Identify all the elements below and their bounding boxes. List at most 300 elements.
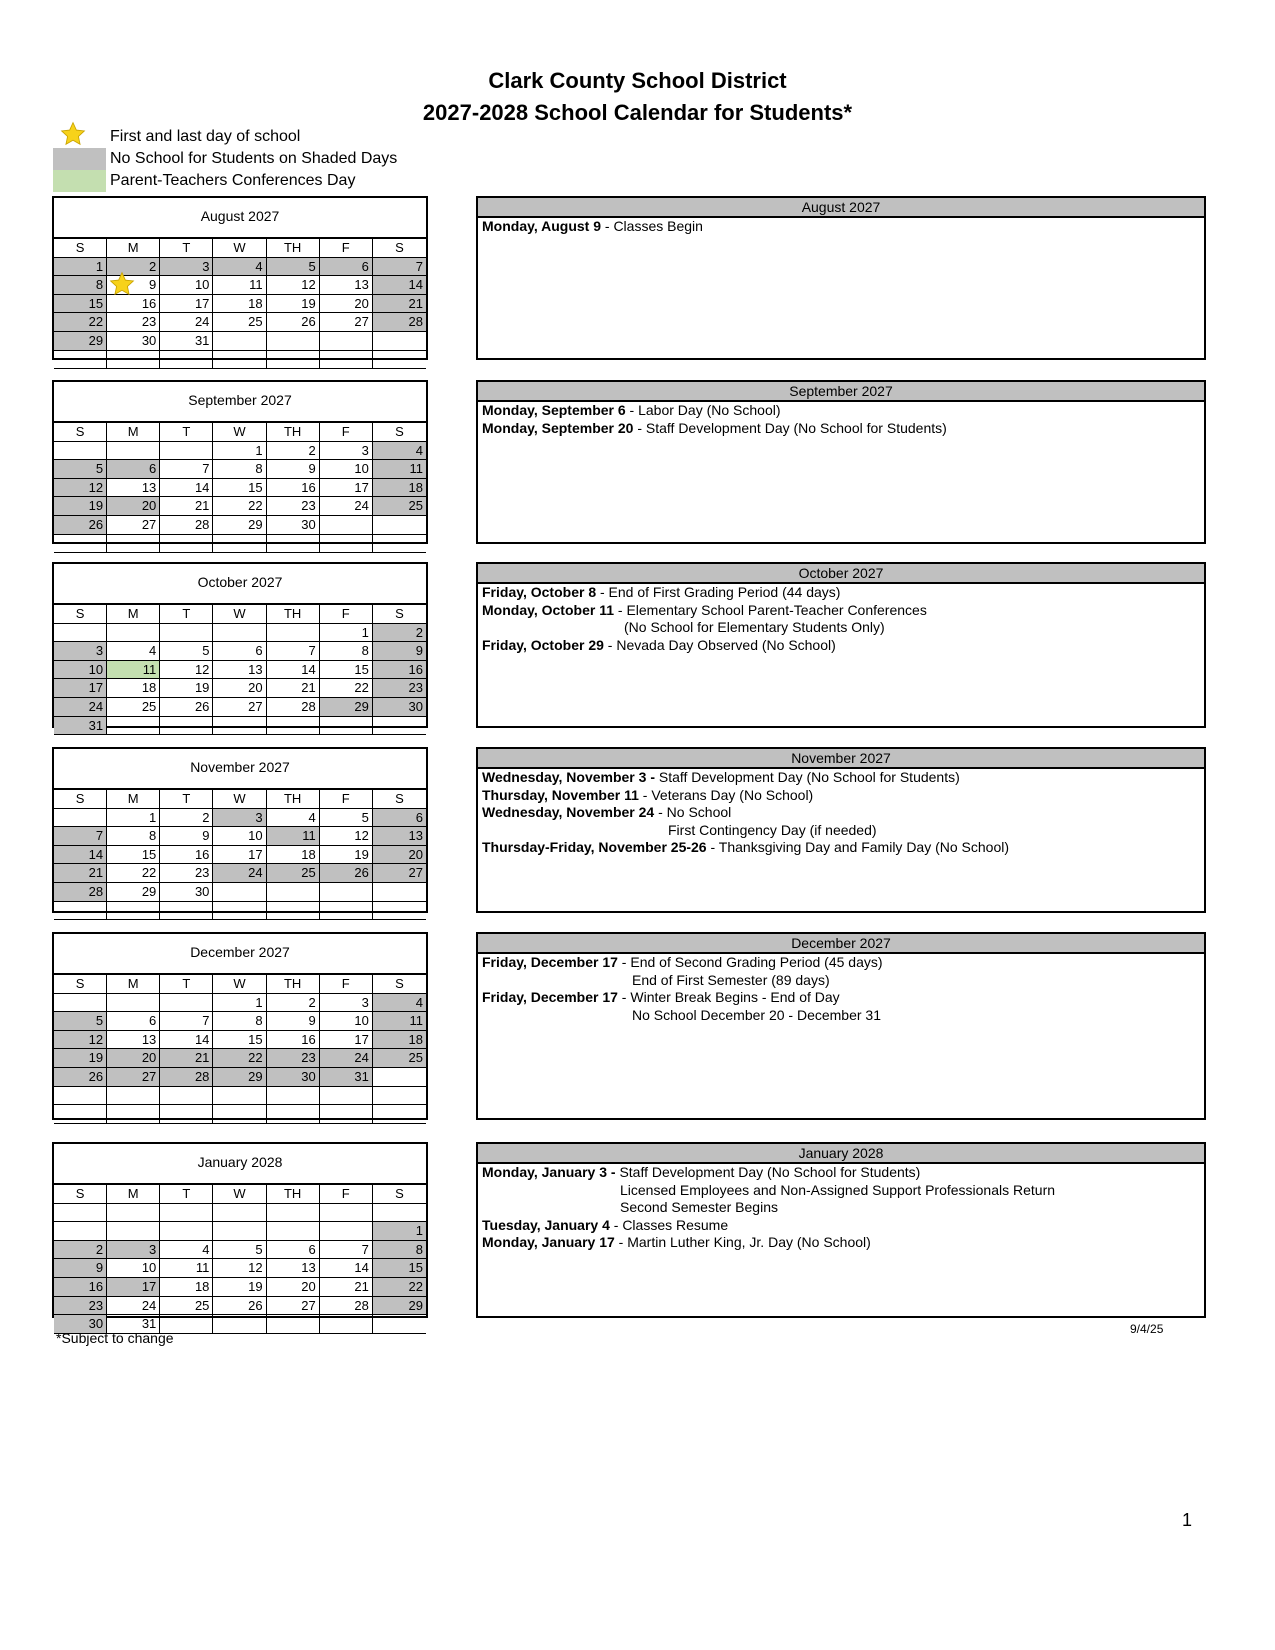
empty-day-cell (213, 717, 266, 736)
day-cell: 27 (107, 1068, 160, 1087)
day-cell: 2 (267, 442, 320, 461)
event-description: Second Semester Begins (620, 1199, 778, 1215)
day-cell: 31 (54, 717, 107, 736)
day-header: S (373, 239, 426, 258)
day-cell: 13 (213, 661, 266, 680)
empty-day-cell (267, 351, 320, 370)
empty-day-cell (213, 332, 266, 351)
event-line (482, 218, 1200, 236)
day-cell: 5 (320, 809, 373, 828)
event-description: (No School for Elementary Students Only) (624, 619, 885, 635)
event-line (482, 787, 1200, 805)
legend-conference-swatch (53, 170, 106, 192)
day-cell: 22 (373, 1278, 426, 1297)
day-cell: 13 (373, 827, 426, 846)
month-events-box (476, 196, 1206, 360)
day-cell: 16 (267, 479, 320, 498)
empty-day-cell (213, 1105, 266, 1124)
day-cell: 15 (213, 479, 266, 498)
day-cell: 6 (320, 258, 373, 277)
day-cell: 12 (160, 661, 213, 680)
day-header: M (107, 239, 160, 258)
day-header: W (213, 605, 266, 624)
events-month-header: September 2027 (478, 382, 1204, 402)
day-cell: 19 (54, 497, 107, 516)
day-cell: 29 (373, 1297, 426, 1316)
event-date: Thursday, November 11 (482, 786, 639, 803)
legend-first-last-label: First and last day of school (110, 128, 301, 145)
day-cell: 23 (54, 1297, 107, 1316)
day-header: F (320, 1185, 373, 1204)
day-cell: 27 (107, 516, 160, 535)
empty-day-cell (54, 624, 107, 643)
day-cell: 15 (373, 1259, 426, 1278)
empty-day-cell (373, 1204, 426, 1223)
day-cell: 25 (213, 313, 266, 332)
event-description: - Veterans Day (No School) (638, 786, 814, 803)
event-line (482, 804, 1200, 822)
events-month-header: November 2027 (478, 749, 1204, 769)
empty-day-cell (213, 1222, 266, 1241)
month-calendar-title: January 2028 (54, 1144, 426, 1185)
event-line (482, 619, 1200, 637)
day-cell: 2 (267, 994, 320, 1013)
day-cell: 7 (160, 460, 213, 479)
empty-day-cell (373, 1087, 426, 1106)
day-header: M (107, 605, 160, 624)
empty-day-cell (320, 516, 373, 535)
day-cell: 7 (373, 258, 426, 277)
day-cell: 7 (160, 1012, 213, 1031)
legend-conferences-label: Parent-Teachers Conferences Day (110, 172, 356, 189)
day-header: TH (267, 605, 320, 624)
day-cell: 19 (213, 1278, 266, 1297)
day-cell: 8 (107, 827, 160, 846)
day-header: F (320, 605, 373, 624)
month-calendar (52, 932, 428, 1120)
event-description: - End of First Grading Period (44 days) (596, 584, 841, 600)
month-events-box (476, 562, 1206, 728)
day-header: S (373, 975, 426, 994)
empty-day-cell (107, 1204, 160, 1223)
day-cell: 27 (213, 698, 266, 717)
day-cell: 10 (320, 1012, 373, 1031)
day-cell: 19 (160, 679, 213, 698)
day-cell: 26 (213, 1297, 266, 1316)
event-line (482, 1234, 1200, 1252)
event-date: Friday, October 29 (482, 636, 604, 653)
event-line (482, 420, 1200, 438)
day-header: T (160, 790, 213, 809)
day-cell: 28 (320, 1297, 373, 1316)
event-date: Wednesday, November 3 - (482, 769, 655, 785)
day-cell: 17 (320, 1031, 373, 1050)
event-description: - Thanksgiving Day and Family Day (No School) (706, 839, 1010, 855)
empty-day-cell (107, 351, 160, 370)
day-cell: 5 (267, 258, 320, 277)
empty-day-cell (373, 883, 426, 902)
day-cell: 10 (160, 276, 213, 295)
empty-day-cell (267, 332, 320, 351)
day-cell: 17 (107, 1278, 160, 1297)
day-cell: 6 (107, 460, 160, 479)
day-cell: 19 (267, 295, 320, 314)
day-cell: 26 (320, 864, 373, 883)
empty-day-cell (320, 351, 373, 370)
empty-day-cell (213, 535, 266, 554)
day-cell: 16 (160, 846, 213, 865)
event-date: Monday, September 20 (482, 419, 634, 436)
empty-day-cell (320, 1105, 373, 1124)
day-cell: 20 (107, 497, 160, 516)
day-cell: 3 (213, 809, 266, 828)
day-cell: 14 (160, 1031, 213, 1050)
empty-day-cell (54, 1204, 107, 1223)
day-cell: 10 (107, 1259, 160, 1278)
month-grid (54, 605, 426, 735)
day-cell: 30 (160, 883, 213, 902)
day-cell: 27 (373, 864, 426, 883)
day-cell: 11 (373, 1012, 426, 1031)
day-cell: 31 (160, 332, 213, 351)
empty-day-cell (320, 883, 373, 902)
event-date: Monday, October 11 (482, 601, 614, 618)
empty-day-cell (160, 717, 213, 736)
day-header: M (107, 1185, 160, 1204)
day-cell: 5 (160, 642, 213, 661)
event-line (482, 1007, 1200, 1025)
day-header: W (213, 790, 266, 809)
empty-day-cell (107, 902, 160, 921)
day-header: W (213, 239, 266, 258)
empty-day-cell (107, 1222, 160, 1241)
empty-day-cell (160, 624, 213, 643)
day-cell: 15 (320, 661, 373, 680)
empty-day-cell (267, 1087, 320, 1106)
day-cell: 8 (320, 642, 373, 661)
empty-day-cell (107, 994, 160, 1013)
legend-first-last (53, 126, 473, 148)
empty-day-cell (160, 1222, 213, 1241)
day-header: F (320, 790, 373, 809)
day-cell: 10 (213, 827, 266, 846)
month-calendar (52, 1142, 428, 1332)
day-cell: 16 (54, 1278, 107, 1297)
day-cell: 3 (107, 1241, 160, 1260)
day-cell: 19 (320, 846, 373, 865)
day-header: S (373, 1185, 426, 1204)
calendar-title: 2027-2028 School Calendar for Students* (422, 100, 853, 125)
day-cell: 11 (373, 460, 426, 479)
event-description: - End of Second Grading Period (45 days) (617, 954, 883, 970)
empty-day-cell (107, 442, 160, 461)
empty-day-cell (373, 535, 426, 554)
empty-day-cell (213, 902, 266, 921)
empty-day-cell (267, 902, 320, 921)
event-date: Friday, December 17 (482, 954, 618, 970)
day-cell: 18 (267, 846, 320, 865)
day-cell: 6 (107, 1012, 160, 1031)
day-header: T (160, 239, 213, 258)
empty-day-cell (160, 351, 213, 370)
day-cell: 21 (267, 679, 320, 698)
event-description: - Classes Begin (601, 218, 703, 234)
empty-day-cell (373, 516, 426, 535)
empty-day-cell (373, 902, 426, 921)
day-cell: 7 (320, 1241, 373, 1260)
event-line (482, 839, 1200, 857)
day-cell: 15 (213, 1031, 266, 1050)
day-header: S (373, 605, 426, 624)
day-cell: 12 (213, 1259, 266, 1278)
day-header: W (213, 423, 266, 442)
day-cell: 18 (160, 1278, 213, 1297)
day-cell: 1 (213, 994, 266, 1013)
empty-day-cell (54, 1222, 107, 1241)
empty-day-cell (213, 883, 266, 902)
day-cell: 10 (320, 460, 373, 479)
day-cell: 24 (54, 698, 107, 717)
day-header: TH (267, 1185, 320, 1204)
event-line (482, 954, 1200, 972)
empty-day-cell (107, 1105, 160, 1124)
footnote: *Subject to change (56, 1330, 174, 1346)
events-list (478, 1164, 1204, 1252)
day-header: T (160, 975, 213, 994)
page-number: 1 (1182, 1510, 1193, 1530)
empty-day-cell (373, 332, 426, 351)
day-header: S (54, 239, 107, 258)
day-header: W (213, 1185, 266, 1204)
day-cell: 5 (213, 1241, 266, 1260)
empty-day-cell (160, 1105, 213, 1124)
day-cell: 28 (160, 516, 213, 535)
day-cell: 30 (267, 516, 320, 535)
day-cell: 29 (107, 883, 160, 902)
empty-day-cell (373, 1315, 426, 1334)
events-month-header: August 2027 (478, 198, 1204, 218)
day-cell: 8 (54, 276, 107, 295)
day-cell: 9 (267, 460, 320, 479)
day-header: S (373, 423, 426, 442)
event-line (482, 769, 1200, 787)
day-cell: 21 (160, 1049, 213, 1068)
month-calendar (52, 196, 428, 360)
day-cell: 21 (320, 1278, 373, 1297)
day-cell: 30 (54, 1315, 107, 1334)
day-cell: 10 (54, 661, 107, 680)
day-cell: 29 (213, 1068, 266, 1087)
event-description: First Contingency Day (if needed) (668, 821, 877, 838)
day-cell: 4 (373, 442, 426, 461)
month-events-box (476, 747, 1206, 913)
day-header: S (373, 790, 426, 809)
day-cell: 14 (267, 661, 320, 680)
day-cell: 16 (267, 1031, 320, 1050)
day-cell: 1 (107, 809, 160, 828)
day-cell: 9 (267, 1012, 320, 1031)
day-header: T (160, 423, 213, 442)
events-month-header: December 2027 (478, 934, 1204, 954)
empty-day-cell (267, 1204, 320, 1223)
day-cell: 18 (107, 679, 160, 698)
day-cell: 14 (160, 479, 213, 498)
month-events-box (476, 932, 1206, 1120)
day-cell: 3 (320, 442, 373, 461)
day-cell: 5 (54, 1012, 107, 1031)
day-cell: 4 (373, 994, 426, 1013)
day-cell: 28 (160, 1068, 213, 1087)
day-cell: 31 (320, 1068, 373, 1087)
day-cell: 30 (107, 332, 160, 351)
month-events-box (476, 1142, 1206, 1318)
event-description: - Staff Development Day (No School for Students) (633, 419, 947, 436)
empty-day-cell (160, 1087, 213, 1106)
empty-day-cell (320, 1315, 373, 1334)
day-cell: 29 (213, 516, 266, 535)
month-grid (54, 1185, 426, 1334)
day-header: M (107, 975, 160, 994)
district-title: Clark County School District (488, 68, 787, 93)
empty-day-cell (267, 1105, 320, 1124)
empty-day-cell (373, 1068, 426, 1087)
day-cell: 2 (373, 624, 426, 643)
events-list (478, 402, 1204, 437)
event-line (482, 972, 1200, 990)
day-header: S (54, 975, 107, 994)
day-cell: 27 (267, 1297, 320, 1316)
day-cell: 11 (267, 827, 320, 846)
day-cell: 25 (160, 1297, 213, 1316)
day-header: M (107, 423, 160, 442)
empty-day-cell (213, 1315, 266, 1334)
events-list (478, 218, 1204, 236)
empty-day-cell (54, 1105, 107, 1124)
day-cell: 25 (373, 497, 426, 516)
day-cell: 1 (213, 442, 266, 461)
day-cell: 29 (320, 698, 373, 717)
event-description: - Labor Day (No School) (625, 402, 781, 418)
day-cell: 18 (373, 1031, 426, 1050)
day-cell: 11 (160, 1259, 213, 1278)
day-cell: 19 (54, 1049, 107, 1068)
day-header: TH (267, 423, 320, 442)
revision-date: 9/4/25 (1130, 1322, 1164, 1336)
day-cell: 20 (373, 846, 426, 865)
month-calendar (52, 562, 428, 733)
events-list (478, 769, 1204, 857)
empty-day-cell (54, 535, 107, 554)
day-header: F (320, 239, 373, 258)
empty-day-cell (213, 1204, 266, 1223)
event-date: Monday, January 3 - (482, 1164, 616, 1180)
month-calendar (52, 747, 428, 913)
day-cell: 27 (320, 313, 373, 332)
day-cell: 24 (213, 864, 266, 883)
day-cell: 9 (107, 276, 160, 295)
day-cell: 6 (267, 1241, 320, 1260)
day-cell: 3 (160, 258, 213, 277)
day-cell: 17 (320, 479, 373, 498)
event-line (482, 1182, 1200, 1200)
month-calendar-title: September 2027 (54, 382, 426, 423)
day-cell: 1 (373, 1222, 426, 1241)
day-cell: 4 (160, 1241, 213, 1260)
day-cell: 28 (373, 313, 426, 332)
empty-day-cell (267, 1222, 320, 1241)
events-month-header: January 2028 (478, 1144, 1204, 1164)
day-cell: 25 (267, 864, 320, 883)
day-cell: 23 (160, 864, 213, 883)
empty-day-cell (160, 1204, 213, 1223)
event-description: Staff Development Day (No School for Students) (615, 1164, 921, 1180)
event-date: Friday, October 8 (482, 584, 597, 600)
day-cell: 18 (213, 295, 266, 314)
empty-day-cell (320, 717, 373, 736)
day-cell: 16 (107, 295, 160, 314)
events-list (478, 954, 1204, 1024)
day-cell: 1 (320, 624, 373, 643)
day-cell: 23 (107, 313, 160, 332)
day-cell: 21 (160, 497, 213, 516)
day-cell: 20 (320, 295, 373, 314)
day-header: S (54, 790, 107, 809)
month-calendar-title: October 2027 (54, 564, 426, 605)
day-cell: 12 (267, 276, 320, 295)
star-icon (60, 121, 86, 147)
month-calendar (52, 380, 428, 544)
day-cell: 24 (320, 497, 373, 516)
day-cell: 3 (320, 994, 373, 1013)
day-cell: 3 (54, 642, 107, 661)
day-cell: 18 (373, 479, 426, 498)
day-cell: 24 (160, 313, 213, 332)
month-grid (54, 790, 426, 920)
day-cell: 14 (54, 846, 107, 865)
day-header: TH (267, 790, 320, 809)
empty-day-cell (107, 624, 160, 643)
day-cell: 12 (54, 1031, 107, 1050)
events-list (478, 584, 1204, 654)
event-date: Monday, September 6 (482, 402, 626, 418)
day-cell: 30 (267, 1068, 320, 1087)
legend-conferences (53, 170, 473, 192)
event-line (482, 584, 1200, 602)
day-cell: 22 (320, 679, 373, 698)
day-cell: 2 (54, 1241, 107, 1260)
day-cell: 23 (373, 679, 426, 698)
legend-shade-swatch (53, 148, 106, 170)
day-header: T (160, 605, 213, 624)
empty-day-cell (107, 1087, 160, 1106)
empty-day-cell (54, 351, 107, 370)
month-grid (54, 975, 426, 1124)
day-cell: 23 (267, 1049, 320, 1068)
day-cell: 26 (54, 516, 107, 535)
day-cell: 5 (54, 460, 107, 479)
day-cell: 4 (213, 258, 266, 277)
day-cell: 12 (54, 479, 107, 498)
day-cell: 9 (160, 827, 213, 846)
event-date: Tuesday, January 4 (482, 1216, 610, 1233)
events-month-header: October 2027 (478, 564, 1204, 584)
day-cell: 17 (213, 846, 266, 865)
event-date: Friday, December 17 (482, 989, 618, 1005)
event-description: Licensed Employees and Non-Assigned Support Professionals Return (620, 1181, 1056, 1198)
day-cell: 6 (213, 642, 266, 661)
empty-day-cell (160, 902, 213, 921)
event-description: - Classes Resume (609, 1216, 729, 1233)
